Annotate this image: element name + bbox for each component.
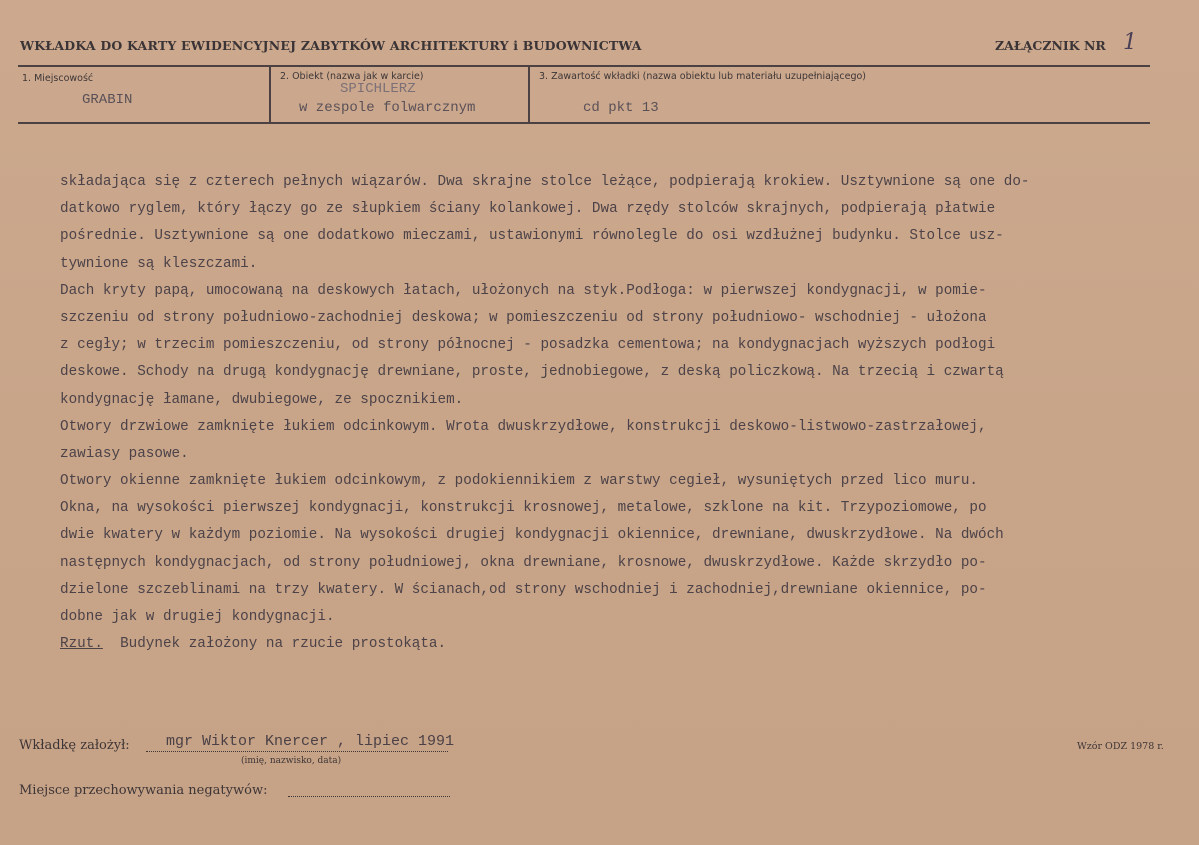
author-hint: (imię, nazwisko, data)	[241, 756, 342, 766]
locality-value: GRABIN	[82, 92, 133, 108]
text-line: Okna, na wysokości pierwszej kondygnacji, konstrukcji krosnowej, metalowe, szklone na kit. Trzypoziomowe, po	[60, 500, 987, 517]
text-line: pośrednie. Usztywnione są one dodatkowo mieczami, ustawionymi równolegle do osi wzdłużnej budynku. Stolce usz-	[60, 228, 1004, 245]
storage-dotted-line	[288, 796, 450, 797]
text-line: następnych kondygnacjach, od strony południowej, okna drewniane, krosnowe, dwuskrzydłowe. Każde skrzydło po-	[60, 554, 987, 571]
text-line: zawiasy pasowe.	[60, 445, 189, 462]
text-line: z cegły; w trzecim pomieszczeniu, od strony północnej - posadzka cementowa; na kondygnacjach wyższych podłogi	[60, 337, 996, 354]
locality-label: 1. Miejscowość	[22, 73, 94, 84]
author-dotted-line	[146, 751, 448, 752]
content-label: 3. Zawartość wkładki (nazwa obiektu lub materiału uzupełniającego)	[539, 71, 866, 82]
text-line: składająca się z czterech pełnych wiązarów. Dwa skrajne stolce leżące, podpierają krokiew. Usztywnione są one do-	[60, 174, 1030, 190]
object-value-2: w zespole folwarcznym	[299, 100, 476, 116]
object-value-1: SPICHLERZ	[340, 81, 416, 97]
object-label: 2. Obiekt (nazwa jak w karcie)	[280, 71, 424, 82]
description-text	[60, 173, 1180, 662]
text-line: Otwory drzwiowe zamknięte łukiem odcinkowym. Wrota dwuskrzydłowe, konstrukcji deskowo-listwowo-zastrzałowej,	[60, 418, 987, 435]
header-bottom-rule	[18, 122, 1150, 124]
text-line: szczeniu od strony południowo-zachodniej deskowa; w pomieszczeniu od strony południowo- wschodniej - ułożona	[60, 309, 987, 326]
text-line: Otwory okienne zamknięte łukiem odcinkowym, z podokiennikiem z warstwy cegieł, wysuniętych przed lico muru.	[60, 473, 979, 490]
annex-label: ZAŁĄCZNIK NR	[995, 38, 1106, 53]
text-line: kondygnację łamane, dwubiegowe, ze spocznikiem.	[60, 391, 464, 408]
text-line: deskowe. Schody na drugą kondygnację drewniane, proste, jednobiegowe, z deską policzkową. Na trzecią i czwartą	[60, 364, 1004, 381]
content-value: cd pkt 13	[583, 100, 659, 116]
text-line-last	[60, 635, 1180, 662]
header-top-rule	[18, 65, 1150, 67]
form-title: WKŁADKA DO KARTY EWIDENCYJNEJ ZABYTKÓW ARCHITEKTURY i BUDOWNICTWA	[20, 38, 642, 53]
plan-heading: Rzut.	[60, 636, 103, 653]
plan-text: Budynek założony na rzucie prostokąta.	[102, 636, 447, 653]
text-line: Dach kryty papą, umocowaną na deskowych łatach, ułożonych na styk.Podłoga: w pierwszej kondygnacji, w pomie-	[60, 282, 987, 299]
text-line: dzielone szczeblinami na trzy kwatery. W ścianach,od strony wschodniej i zachodniej,drewniane okiennice, po-	[60, 581, 987, 598]
storage-label: Miejsce przechowywania negatywów:	[19, 783, 268, 798]
text-line: dwie kwatery w każdym poziomie. Na wysokości drugiej kondygnacji okiennice, drewniane, dwuskrzydłowe. Na dwóch	[60, 527, 1004, 544]
author-label: Wkładkę założył:	[19, 738, 130, 753]
form-code: Wzór ODZ 1978 r.	[1077, 741, 1164, 752]
text-line: dobne jak w drugiej kondygnacji.	[60, 609, 335, 625]
header-divider-2	[528, 65, 530, 123]
annex-number: 1	[1123, 30, 1137, 55]
text-line: datkowo ryglem, który łączy go ze słupkiem ściany kolankowej. Dwa rzędy stolców skrajnych, podpierają płatwie	[60, 201, 996, 218]
header-divider-1	[269, 65, 271, 123]
text-line: tywnione są kleszczami.	[60, 255, 258, 272]
author-value: mgr Wiktor Knercer , lipiec 1991	[166, 733, 455, 750]
